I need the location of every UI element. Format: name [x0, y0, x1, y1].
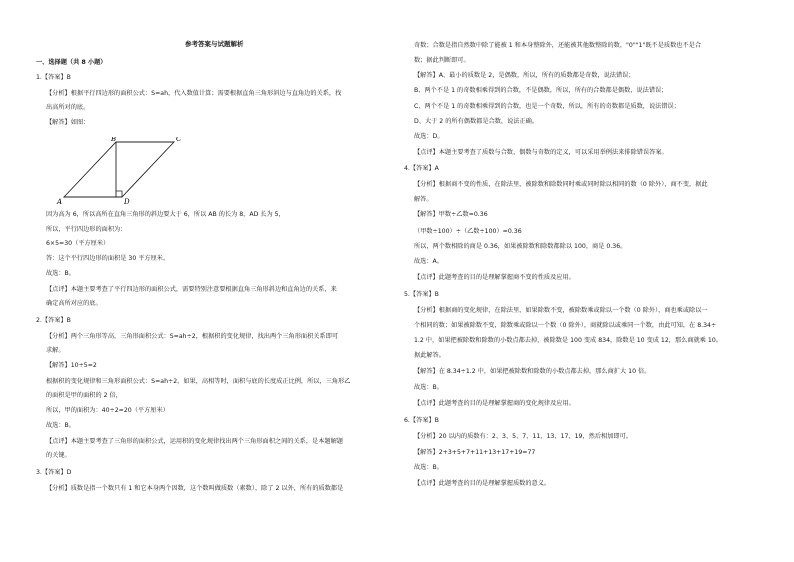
right-text-line: 5.【答案】B [404, 291, 439, 298]
left-text-line: 所以，平行四边形的面积为： [46, 226, 127, 233]
left-text-line: 【分析】根据平行四边形的面积公式：S=ah，代入数值计算；需要根据直角三角形斜边与直角边的关系，找 [46, 90, 342, 97]
left-text-line: 【分析】质数是指一个数只有 1 和它本身两个因数，这个数叫做质数（素数），除了 2 以外，所有的质数都是 [46, 485, 344, 492]
left-text-line: 【分析】两个三角形等高，三角形面积公式：S=ah÷2，根据积的变化规律，找出两个三角形面积关系即可 [46, 333, 339, 340]
right-text-line: 【点评】此题考查的目的是理解掌握商不变的性质及应用。 [414, 274, 575, 281]
right-text-line: 个相同的数；如果被除数不变，除数乘或除以一个数（0 除外），商就除以或乘同一个数，由此可知，在 8.34÷ [414, 322, 717, 329]
left-text-line: 一、选择题（共 8 小题） [36, 59, 107, 66]
left-text-line: 【点评】本题主要考查了三角形的面积公式，运用积的变化规律找出两个三角形面积之间的关系，是本题解题 [46, 438, 343, 445]
left-text-line: 2.【答案】B [36, 317, 71, 324]
right-text-line: 故选：D。 [414, 133, 444, 140]
label-d: D [124, 198, 130, 205]
label-b: B [111, 137, 117, 143]
right-text-line: B、两个不是 1 的奇数相乘得到的合数，不是偶数，所以，所有的合数都是偶数，说法错误； [414, 87, 668, 94]
right-text-line: 6.【答案】B [404, 417, 439, 424]
left-text-line: 故选：B。 [46, 270, 75, 277]
right-text-line: 【分析】根据商不变的性质，在除法里，被除数和除数同时乘或同时除以相同的数（0 除外），商不变，据此 [414, 181, 708, 188]
left-text-line: 所以，甲的面积为：40÷2=20（平方厘米） [46, 407, 169, 414]
left-text-line: 因为高为 6，所以高所在直角三角形的斜边要大于 6，所以 AB 的长为 8，AD 长为 5， [46, 211, 285, 218]
right-text-line: 故选：B。 [414, 384, 443, 391]
right-text-line: 【点评】此题考查的目的是理解掌握商的变化规律及应用。 [414, 400, 575, 407]
left-text-line: 的关键。 [46, 452, 71, 459]
left-text-line: 答：这个平行四边形的面积是 30 平方厘米。 [46, 255, 170, 262]
left-text-line: 【点评】本题主要考查了平行四边形的面积公式，需要特别注意要根据直角三角形斜边和直角边的关系，来 [46, 286, 337, 293]
right-text-line: 【解答】在 8.34÷1.2 中，如果把被除数和除数的小数点都去掉，那么商扩大 10 倍。 [414, 368, 651, 375]
right-text-line: C、两个不是 1 的奇数相乘得到的合数，也是一个奇数，所以，所有的奇数都是质数，说法错误； [414, 103, 680, 110]
right-text-line: 所以，两个数相除的商是 0.36，如果被除数和除数都除以 100，商是 0.36。 [414, 243, 627, 250]
parallelogram-figure [56, 137, 196, 205]
right-text-line: 【解答】甲数÷乙数=0.36 [414, 211, 488, 218]
left-text-line: 求解。 [46, 347, 65, 354]
right-text-line: 【分析】根据商的变化规律，在除法里，如果除数不变，被除数乘或除以一个数（0 除外），商也乘或除以一 [414, 307, 708, 314]
left-text-line: 1.【答案】B [36, 74, 71, 81]
left-text-line: 6×5=30（平方厘米） [46, 240, 110, 247]
right-text-line: 1.2 中，如果把被除数和除数的小数点都去掉，被除数是 100 变成 834，除数是 10 变成 12，那么商就乘 10。 [414, 337, 722, 344]
right-text-line: 据此解答。 [414, 352, 445, 359]
right-text-line: 【解答】A、最小的质数是 2，是偶数，所以，所有的质数都是奇数，说法错误； [414, 72, 635, 79]
left-text-line: 【解答】10÷5=2 [46, 362, 97, 369]
left-text-line: 出高所对的底。 [46, 104, 90, 111]
right-text-line: 解答。 [414, 196, 433, 203]
label-c: C [176, 137, 182, 143]
right-text-line: 【点评】本题主要考查了质数与合数、偶数与奇数的定义，可以采用举例法来排除错误答案。 [414, 149, 668, 156]
right-text-line: 4.【答案】A [404, 165, 439, 172]
left-text-line: 故选：B。 [46, 422, 75, 429]
right-text-line: 故选：A。 [414, 258, 443, 265]
left-text-line: 根据积的变化规律和三角形面积公式：S=ah÷2，如果，高相等时，面积与底的长度成正比例，所以，三角形乙 [46, 378, 351, 385]
left-text-line: 【解答】如图： [46, 119, 90, 126]
left-text-line: 3.【答案】D [36, 469, 72, 476]
right-text-line: 奇数；合数是指自然数中除了能被 1 和本身整除外，还能被其他数整除的数，"0""1"既不是质数也不是合 [414, 42, 702, 49]
right-text-line: 数；据此判断即可。 [414, 57, 470, 64]
left-text-line: 的面积是甲的面积的 2 倍， [46, 392, 122, 399]
page-title: 参考答案与试题解析 [185, 40, 244, 48]
right-text-line: D、大于 2 的所有偶数都是合数，说法正确。 [414, 118, 539, 125]
label-a: A [57, 198, 63, 205]
right-text-line: （甲数÷100）÷（乙数÷100）=0.36 [414, 228, 522, 235]
left-text-line: 确定高所对应的底。 [46, 300, 102, 307]
right-text-line: 【解答】2+3+5+7+11+13+17+19=77 [414, 449, 536, 456]
right-text-line: 【分析】20 以内的质数有：2、3、5、7、11、13、17、19，然后相加即可。 [414, 433, 632, 440]
right-text-line: 故选：B。 [414, 464, 443, 471]
right-text-line: 【点评】此题考查的目的是理解掌握质数的意义。 [414, 480, 551, 487]
